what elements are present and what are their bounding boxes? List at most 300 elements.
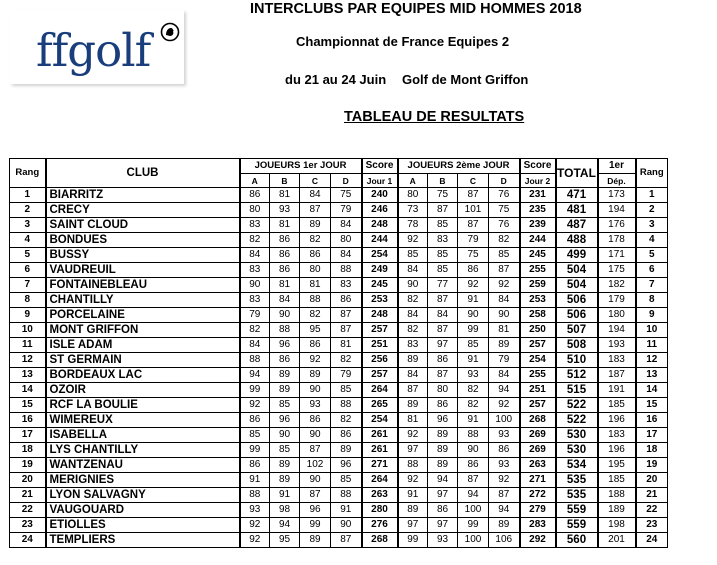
day1-player-a-score: 84 <box>240 338 270 353</box>
first-departure: 195 <box>598 458 636 473</box>
total-score: 471 <box>556 188 598 203</box>
rank-end-cell: 13 <box>636 368 668 383</box>
day2-player-c-score: 91 <box>458 293 489 308</box>
day2-player-c-score: 92 <box>458 278 489 293</box>
first-departure: 182 <box>598 278 636 293</box>
day2-player-c-score: 82 <box>458 383 489 398</box>
total-score: 506 <box>556 308 598 323</box>
day2-player-b-score: 87 <box>428 293 458 308</box>
rank-end-cell: 18 <box>636 443 668 458</box>
day2-total-score: 257 <box>520 398 556 413</box>
day2-player-b-score: 86 <box>428 353 458 368</box>
day1-players-header: JOUEURS 1er JOUR <box>240 159 362 174</box>
day1-player-b-score: 84 <box>270 293 300 308</box>
day2-total-score: 254 <box>520 353 556 368</box>
day2-total-score: 283 <box>520 518 556 533</box>
club-name: ETIOLLES <box>46 518 240 533</box>
day2-player-d-score: 89 <box>489 518 520 533</box>
rank-cell: 4 <box>10 233 46 248</box>
day1-player-a-score: 83 <box>240 263 270 278</box>
club-name: ISLE ADAM <box>46 338 240 353</box>
table-row <box>10 293 668 308</box>
day2-player-c-score: 101 <box>458 203 489 218</box>
total-score: 488 <box>556 233 598 248</box>
day1-player-d-score: 91 <box>331 503 362 518</box>
day1-total-score: 264 <box>362 473 398 488</box>
day1-player-b-score: 86 <box>270 248 300 263</box>
day1-total-score: 265 <box>362 398 398 413</box>
day1-player-d-score: 81 <box>331 338 362 353</box>
day2-total-score: 257 <box>520 338 556 353</box>
club-name: OZOIR <box>46 383 240 398</box>
day1-total-score: 251 <box>362 338 398 353</box>
day1-player-d-score: 83 <box>331 278 362 293</box>
day2-player-d-score: 87 <box>489 263 520 278</box>
day2-player-c-score: 79 <box>458 233 489 248</box>
day2-player-c-score: 100 <box>458 533 489 548</box>
rank-cell: 5 <box>10 248 46 263</box>
club-name: BORDEAUX LAC <box>46 368 240 383</box>
day1-player-b-score: 90 <box>270 308 300 323</box>
day1-player-c-score: 90 <box>300 473 331 488</box>
first-departure: 187 <box>598 368 636 383</box>
day1-player-b-score: 96 <box>270 338 300 353</box>
day1-player-a-score: 92 <box>240 518 270 533</box>
day2-total-score: 292 <box>520 533 556 548</box>
rank-end-cell: 15 <box>636 398 668 413</box>
day1-player-b-score: 89 <box>270 473 300 488</box>
day2-player-b-score: 85 <box>428 218 458 233</box>
day1-total-score: 261 <box>362 443 398 458</box>
day1-player-a-score: 82 <box>240 323 270 338</box>
report-title: INTERCLUBS PAR EQUIPES MID HOMMES 2018 <box>250 1 582 17</box>
table-row <box>10 458 668 473</box>
logo-text: ffgolf <box>36 24 151 77</box>
total-score: 504 <box>556 278 598 293</box>
day2-total-score: 255 <box>520 368 556 383</box>
table-row <box>10 533 668 548</box>
day2-player-a-score: 97 <box>398 443 428 458</box>
rank-cell: 14 <box>10 383 46 398</box>
day2-player-a-score: 73 <box>398 203 428 218</box>
day2-player-a-score: 85 <box>398 248 428 263</box>
day1-player-d-score: 86 <box>331 293 362 308</box>
rank-end-cell: 19 <box>636 458 668 473</box>
total-score: 506 <box>556 293 598 308</box>
player-c-header: C <box>458 174 489 188</box>
day2-player-c-score: 87 <box>458 218 489 233</box>
day1-total-score: 254 <box>362 413 398 428</box>
day1-player-c-score: 96 <box>300 503 331 518</box>
day2-players-header: JOUEURS 2ème JOUR <box>398 159 520 174</box>
day1-player-d-score: 88 <box>331 488 362 503</box>
rank-end-cell: 11 <box>636 338 668 353</box>
first-departure: 185 <box>598 473 636 488</box>
total-score: 522 <box>556 398 598 413</box>
day2-player-c-score: 82 <box>458 398 489 413</box>
club-name: MERIGNIES <box>46 473 240 488</box>
table-row <box>10 248 668 263</box>
table-row <box>10 503 668 518</box>
table-row <box>10 338 668 353</box>
event-venue: Golf de Mont Griffon <box>402 72 529 87</box>
day1-player-d-score: 96 <box>331 458 362 473</box>
day1-total-score: 257 <box>362 323 398 338</box>
day2-player-a-score: 88 <box>398 458 428 473</box>
day1-total-score: 264 <box>362 383 398 398</box>
day2-player-c-score: 90 <box>458 443 489 458</box>
section-title: TABLEAU DE RESULTATS <box>344 109 525 125</box>
day2-player-a-score: 99 <box>398 533 428 548</box>
day1-player-d-score: 79 <box>331 368 362 383</box>
rank-end-cell: 23 <box>636 518 668 533</box>
day1-player-b-score: 86 <box>270 263 300 278</box>
player-d-header: D <box>331 174 362 188</box>
day1-player-a-score: 93 <box>240 503 270 518</box>
day2-player-c-score: 90 <box>458 308 489 323</box>
day2-player-b-score: 87 <box>428 368 458 383</box>
player-a-header: A <box>398 174 428 188</box>
day2-player-d-score: 84 <box>489 293 520 308</box>
day2-player-a-score: 80 <box>398 188 428 203</box>
rank-cell: 21 <box>10 488 46 503</box>
table-row <box>10 413 668 428</box>
table-row <box>10 233 668 248</box>
rank-end-cell: 6 <box>636 263 668 278</box>
day2-player-a-score: 89 <box>398 353 428 368</box>
club-name: BIARRITZ <box>46 188 240 203</box>
club-name: PORCELAINE <box>46 308 240 323</box>
day2-player-c-score: 85 <box>458 338 489 353</box>
day1-player-b-score: 96 <box>270 413 300 428</box>
club-name: VAUDREUIL <box>46 263 240 278</box>
day2-player-a-score: 81 <box>398 413 428 428</box>
day2-player-d-score: 76 <box>489 188 520 203</box>
day1-player-a-score: 79 <box>240 308 270 323</box>
first-departure: 198 <box>598 518 636 533</box>
total-score: 481 <box>556 203 598 218</box>
first-departure: 188 <box>598 488 636 503</box>
day2-player-b-score: 85 <box>428 263 458 278</box>
day2-player-b-score: 75 <box>428 188 458 203</box>
rank-cell: 23 <box>10 518 46 533</box>
day1-player-c-score: 99 <box>300 518 331 533</box>
day1-player-c-score: 86 <box>300 413 331 428</box>
rank-end-cell: 14 <box>636 383 668 398</box>
day1-player-c-score: 82 <box>300 233 331 248</box>
day2-player-d-score: 89 <box>489 338 520 353</box>
day2-player-c-score: 75 <box>458 248 489 263</box>
rank-cell: 12 <box>10 353 46 368</box>
day1-total-score: 246 <box>362 203 398 218</box>
day2-player-b-score: 89 <box>428 458 458 473</box>
day2-player-b-score: 86 <box>428 503 458 518</box>
day1-player-b-score: 89 <box>270 368 300 383</box>
day2-player-b-score: 96 <box>428 413 458 428</box>
day1-player-b-score: 93 <box>270 203 300 218</box>
first-departure: 175 <box>598 263 636 278</box>
day2-total-score: 258 <box>520 308 556 323</box>
table-row <box>10 473 668 488</box>
first-departure: 179 <box>598 293 636 308</box>
header-row-top <box>10 159 668 174</box>
day1-player-b-score: 86 <box>270 233 300 248</box>
day1-player-a-score: 99 <box>240 443 270 458</box>
day2-player-d-score: 90 <box>489 308 520 323</box>
day2-player-b-score: 80 <box>428 383 458 398</box>
day2-player-c-score: 87 <box>458 473 489 488</box>
total-score: 508 <box>556 338 598 353</box>
day1-player-a-score: 85 <box>240 428 270 443</box>
day1-total-score: 257 <box>362 368 398 383</box>
rank-cell: 16 <box>10 413 46 428</box>
first-departure: 183 <box>598 353 636 368</box>
day2-player-b-score: 89 <box>428 428 458 443</box>
day2-total-score: 259 <box>520 278 556 293</box>
table-row <box>10 488 668 503</box>
player-a-header: A <box>240 174 270 188</box>
first-departure: 196 <box>598 443 636 458</box>
day1-player-c-score: 88 <box>300 293 331 308</box>
day2-total-score: 272 <box>520 488 556 503</box>
rank-cell: 10 <box>10 323 46 338</box>
day2-total-score: 235 <box>520 203 556 218</box>
day1-player-d-score: 90 <box>331 518 362 533</box>
day1-player-d-score: 88 <box>331 398 362 413</box>
total-score: 499 <box>556 248 598 263</box>
day1-player-a-score: 86 <box>240 458 270 473</box>
rank-cell: 8 <box>10 293 46 308</box>
rank-cell: 7 <box>10 278 46 293</box>
day1-player-a-score: 99 <box>240 383 270 398</box>
rank-end-cell: 3 <box>636 218 668 233</box>
day1-player-b-score: 81 <box>270 218 300 233</box>
day1-player-d-score: 79 <box>331 203 362 218</box>
day2-player-d-score: 85 <box>489 248 520 263</box>
day2-total-score: 263 <box>520 458 556 473</box>
rank-end-cell: 21 <box>636 488 668 503</box>
first-departure: 201 <box>598 533 636 548</box>
rank-cell: 18 <box>10 443 46 458</box>
club-name: TEMPLIERS <box>46 533 240 548</box>
club-name: CRECY <box>46 203 240 218</box>
day2-player-c-score: 86 <box>458 263 489 278</box>
first-departure: 191 <box>598 383 636 398</box>
day2-player-a-score: 89 <box>398 398 428 413</box>
day1-player-b-score: 94 <box>270 518 300 533</box>
day1-player-a-score: 86 <box>240 188 270 203</box>
total-score: 530 <box>556 428 598 443</box>
day1-player-b-score: 85 <box>270 443 300 458</box>
day1-total-score: 245 <box>362 278 398 293</box>
rank-cell: 20 <box>10 473 46 488</box>
first-departure: 185 <box>598 398 636 413</box>
player-b-header: B <box>428 174 458 188</box>
day1-player-d-score: 87 <box>331 323 362 338</box>
day2-player-c-score: 87 <box>458 188 489 203</box>
day1-total-score: 256 <box>362 353 398 368</box>
day1-total-score: 240 <box>362 188 398 203</box>
first-departure: 176 <box>598 218 636 233</box>
day2-player-d-score: 86 <box>489 443 520 458</box>
day1-player-a-score: 82 <box>240 233 270 248</box>
day2-player-c-score: 91 <box>458 353 489 368</box>
day1-player-a-score: 91 <box>240 473 270 488</box>
ffgolf-logo <box>10 10 184 84</box>
day1-player-d-score: 85 <box>331 383 362 398</box>
day1-player-d-score: 84 <box>331 218 362 233</box>
day2-total-score: 239 <box>520 218 556 233</box>
day2-player-b-score: 85 <box>428 248 458 263</box>
day2-total-score: 245 <box>520 248 556 263</box>
day1-player-d-score: 88 <box>331 263 362 278</box>
day2-player-d-score: 82 <box>489 233 520 248</box>
total-score: 515 <box>556 383 598 398</box>
table-row <box>10 188 668 203</box>
day1-player-d-score: 82 <box>331 413 362 428</box>
rank-cell: 6 <box>10 263 46 278</box>
day2-player-a-score: 89 <box>398 503 428 518</box>
rank-end-cell: 4 <box>636 233 668 248</box>
day1-player-c-score: 89 <box>300 533 331 548</box>
day2-total-score: 251 <box>520 383 556 398</box>
rank-cell: 22 <box>10 503 46 518</box>
club-name: ST GERMAIN <box>46 353 240 368</box>
first-departure: 178 <box>598 233 636 248</box>
day1-player-a-score: 83 <box>240 293 270 308</box>
rank-end-cell: 9 <box>636 308 668 323</box>
rank-cell: 17 <box>10 428 46 443</box>
day1-player-c-score: 86 <box>300 248 331 263</box>
day1-player-c-score: 90 <box>300 428 331 443</box>
day1-player-d-score: 89 <box>331 443 362 458</box>
player-d-header: D <box>489 174 520 188</box>
rank-cell: 11 <box>10 338 46 353</box>
day2-player-b-score: 87 <box>428 203 458 218</box>
day1-player-a-score: 92 <box>240 533 270 548</box>
player-b-header: B <box>270 174 300 188</box>
day2-player-a-score: 97 <box>398 518 428 533</box>
day2-player-a-score: 92 <box>398 428 428 443</box>
day2-total-score: 255 <box>520 263 556 278</box>
club-name: BUSSY <box>46 248 240 263</box>
day2-player-b-score: 97 <box>428 518 458 533</box>
day2-player-a-score: 78 <box>398 218 428 233</box>
day1-player-b-score: 91 <box>270 488 300 503</box>
first-sub-header: Dép. <box>598 174 636 188</box>
day2-total-score: 269 <box>520 443 556 458</box>
day1-player-c-score: 87 <box>300 443 331 458</box>
rank-end-cell: 1 <box>636 188 668 203</box>
day1-player-a-score: 86 <box>240 413 270 428</box>
day2-player-c-score: 94 <box>458 488 489 503</box>
table-row <box>10 323 668 338</box>
total-header: TOTAL <box>556 159 598 188</box>
rank-end-cell: 10 <box>636 323 668 338</box>
day1-player-c-score: 90 <box>300 383 331 398</box>
day2-player-b-score: 86 <box>428 398 458 413</box>
day1-player-b-score: 89 <box>270 383 300 398</box>
first-departure: 196 <box>598 413 636 428</box>
club-name: FONTAINEBLEAU <box>46 278 240 293</box>
day2-player-a-score: 91 <box>398 488 428 503</box>
table-row <box>10 368 668 383</box>
day1-total-score: 248 <box>362 308 398 323</box>
day1-player-c-score: 92 <box>300 353 331 368</box>
event-dates: du 21 au 24 Juin <box>285 72 387 87</box>
club-name: RCF LA BOULIE <box>46 398 240 413</box>
day2-player-b-score: 77 <box>428 278 458 293</box>
day2-player-d-score: 92 <box>489 398 520 413</box>
total-score: 507 <box>556 323 598 338</box>
day1-player-b-score: 95 <box>270 533 300 548</box>
day1-player-b-score: 88 <box>270 323 300 338</box>
day2-player-a-score: 92 <box>398 473 428 488</box>
day2-player-b-score: 84 <box>428 308 458 323</box>
day2-player-c-score: 86 <box>458 458 489 473</box>
rank-end-cell: 20 <box>636 473 668 488</box>
day1-player-d-score: 85 <box>331 473 362 488</box>
total-score: 535 <box>556 488 598 503</box>
day1-player-c-score: 82 <box>300 308 331 323</box>
day1-player-a-score: 88 <box>240 353 270 368</box>
rank-cell: 9 <box>10 308 46 323</box>
day1-player-b-score: 98 <box>270 503 300 518</box>
club-name: LYON SALVAGNY <box>46 488 240 503</box>
rank-cell: 13 <box>10 368 46 383</box>
rank-end-cell: 24 <box>636 533 668 548</box>
day2-total-score: 231 <box>520 188 556 203</box>
day2-player-b-score: 97 <box>428 488 458 503</box>
championship-subtitle: Championnat de France Equipes 2 <box>296 34 510 49</box>
rank-end-cell: 2 <box>636 203 668 218</box>
rank-end-cell: 17 <box>636 428 668 443</box>
day2-player-a-score: 90 <box>398 278 428 293</box>
day2-player-d-score: 76 <box>489 218 520 233</box>
day2-player-d-score: 75 <box>489 203 520 218</box>
day2-player-a-score: 82 <box>398 323 428 338</box>
day2-total-score: 244 <box>520 233 556 248</box>
day1-player-a-score: 90 <box>240 278 270 293</box>
rank-end-cell: 5 <box>636 248 668 263</box>
rank-cell: 1 <box>10 188 46 203</box>
day2-player-d-score: 84 <box>489 368 520 383</box>
first-departure: 173 <box>598 188 636 203</box>
score1-header: Score <box>362 159 398 174</box>
day2-player-d-score: 94 <box>489 503 520 518</box>
table-row <box>10 443 668 458</box>
day1-player-b-score: 86 <box>270 353 300 368</box>
club-name: CHANTILLY <box>46 293 240 308</box>
day2-player-d-score: 93 <box>489 458 520 473</box>
club-name: MONT GRIFFON <box>46 323 240 338</box>
day2-player-d-score: 92 <box>489 278 520 293</box>
day1-player-b-score: 81 <box>270 278 300 293</box>
day2-player-a-score: 92 <box>398 233 428 248</box>
day2-player-a-score: 83 <box>398 338 428 353</box>
day2-player-d-score: 94 <box>489 383 520 398</box>
day2-total-score: 250 <box>520 323 556 338</box>
results-table <box>9 158 668 548</box>
day1-player-c-score: 93 <box>300 398 331 413</box>
rank-end-cell: 12 <box>636 353 668 368</box>
first-departure: 193 <box>598 338 636 353</box>
day1-player-c-score: 87 <box>300 203 331 218</box>
day2-player-d-score: 87 <box>489 488 520 503</box>
total-score: 559 <box>556 503 598 518</box>
first-departure: 183 <box>598 428 636 443</box>
day1-player-d-score: 87 <box>331 533 362 548</box>
